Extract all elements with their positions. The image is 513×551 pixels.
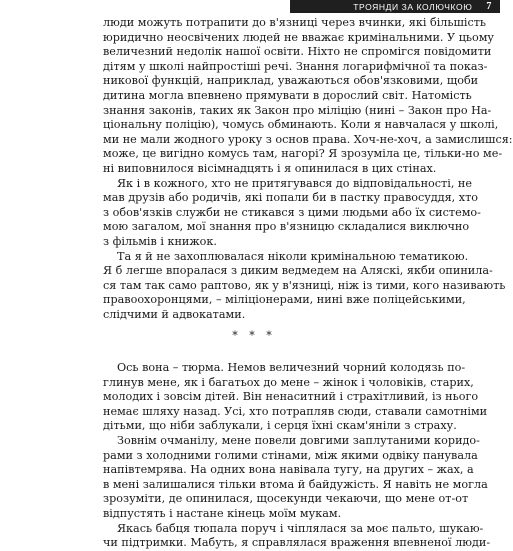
text-line: ціональну поліцію), чомусь обминають. Коли я навчалася у школі, <box>103 118 499 132</box>
body-text <box>103 16 513 551</box>
text-line: мав друзів або родичів, які попали би в пастку правосуддя, хто <box>103 191 479 205</box>
running-header <box>290 0 500 13</box>
text-line: ми не мали жодного уроку з основ права. Хоч-не-хоч, а замислишся: <box>103 132 513 146</box>
text-line: Та я й не захоплювалася ніколи кримінальною тематикою. <box>117 249 469 263</box>
text-line: слідчими й адвокатами. <box>103 307 246 321</box>
text-line: Я б легше впоралася з диким ведмедем на Аляскі, якби опинила- <box>103 264 493 278</box>
text-line: рами з холодними голими стінами, між якими одвіку панувала <box>103 448 478 462</box>
paragraph <box>103 249 506 323</box>
text-line: молодих і зовсім дітей. Він ненаситний і страхітливий, із нього <box>103 390 479 404</box>
page-number: 7 <box>486 1 492 12</box>
text-line: зрозуміти, де опинилася, щосекунди чекаючи, що мене от-от <box>103 492 469 506</box>
text-line: глинув мене, як і багатьох до мене – жінок і чоловіків, старих, <box>103 375 474 389</box>
text-line: немає шляху назад. Усі, хто потрапляв сюди, ставали самотніми <box>103 404 488 418</box>
text-line: мою загалом, мої знання про в'язницю складалися виключно <box>103 220 470 234</box>
text-line: величезний недолік нашої освіти. Ніхто не спромігся повідомити <box>103 45 492 59</box>
text-line: Зовнім очманілу, мене повели довгими заплутаними коридо- <box>117 434 480 448</box>
text-line: з фільмів і книжок. <box>103 234 217 248</box>
paragraph <box>103 16 513 177</box>
text-line: юридично неосвічених людей не вважає кримінальними. У цьому <box>103 30 494 44</box>
text-line: ні виповнилося вісімнадцять і я опинилася в цих стінах. <box>103 161 437 175</box>
paragraph <box>103 521 491 551</box>
text-line: никової функцій, наприклад, уважаються обов'язковими, щоби <box>103 74 479 88</box>
text-line: напівтемрява. На одних вона навівала тугу, на других – жах, а <box>103 463 474 477</box>
text-line: чи підтримки. Мабуть, я справлялася враження впевненої люди- <box>103 536 491 550</box>
section-separator: * * * <box>232 329 276 343</box>
text-line: Ось вона – тюрма. Немов величезний чорний колодязь по- <box>117 361 466 375</box>
paragraph <box>103 434 488 522</box>
text-line: дітьми, що ніби заблукали, і серця їхні скам'яніли з страху. <box>103 419 457 433</box>
text-line: дітям у школі найпростіші речі. Знання логарифмічної та показ- <box>103 59 488 73</box>
text-line: може, це вигідно комусь там, нагорі? Я зрозуміла це, тільки-но ме- <box>103 147 503 161</box>
text-line: дитина могла впевнено прямувати в дорослий світ. Натомість <box>103 88 472 102</box>
paragraph <box>103 361 488 434</box>
text-line: відпустять і настане кінець моїм мукам. <box>103 507 342 520</box>
running-title: ТРОЯНДИ ЗА КОЛЮЧКОЮ <box>353 1 473 12</box>
text-line: в мені залишалися тільки втома й байдужість. Я навіть не могла <box>103 477 488 491</box>
text-line: з обов'язків служби не стикався з цими людьми або їх системо- <box>103 205 481 219</box>
text-line: ся там так само раптово, як у в'язниці, ніж із тими, кого називають <box>103 278 506 292</box>
text-line: правоохоронцями, – міліціонерами, нині вже поліцейськими, <box>103 293 466 307</box>
text-line: Якась бабця тюпала поруч і чіплялася за моє пальто, шукаю- <box>117 521 484 535</box>
paragraph <box>103 176 481 250</box>
text-line: люди можуть потрапити до в'язниці через вчинки, які більшість <box>103 16 487 29</box>
text-line: Як і в кожного, хто не притягувався до відповідальності, не <box>117 176 473 190</box>
text-line: знання законів, таких як Закон про міліцію (нині – Закон про На- <box>103 103 492 117</box>
